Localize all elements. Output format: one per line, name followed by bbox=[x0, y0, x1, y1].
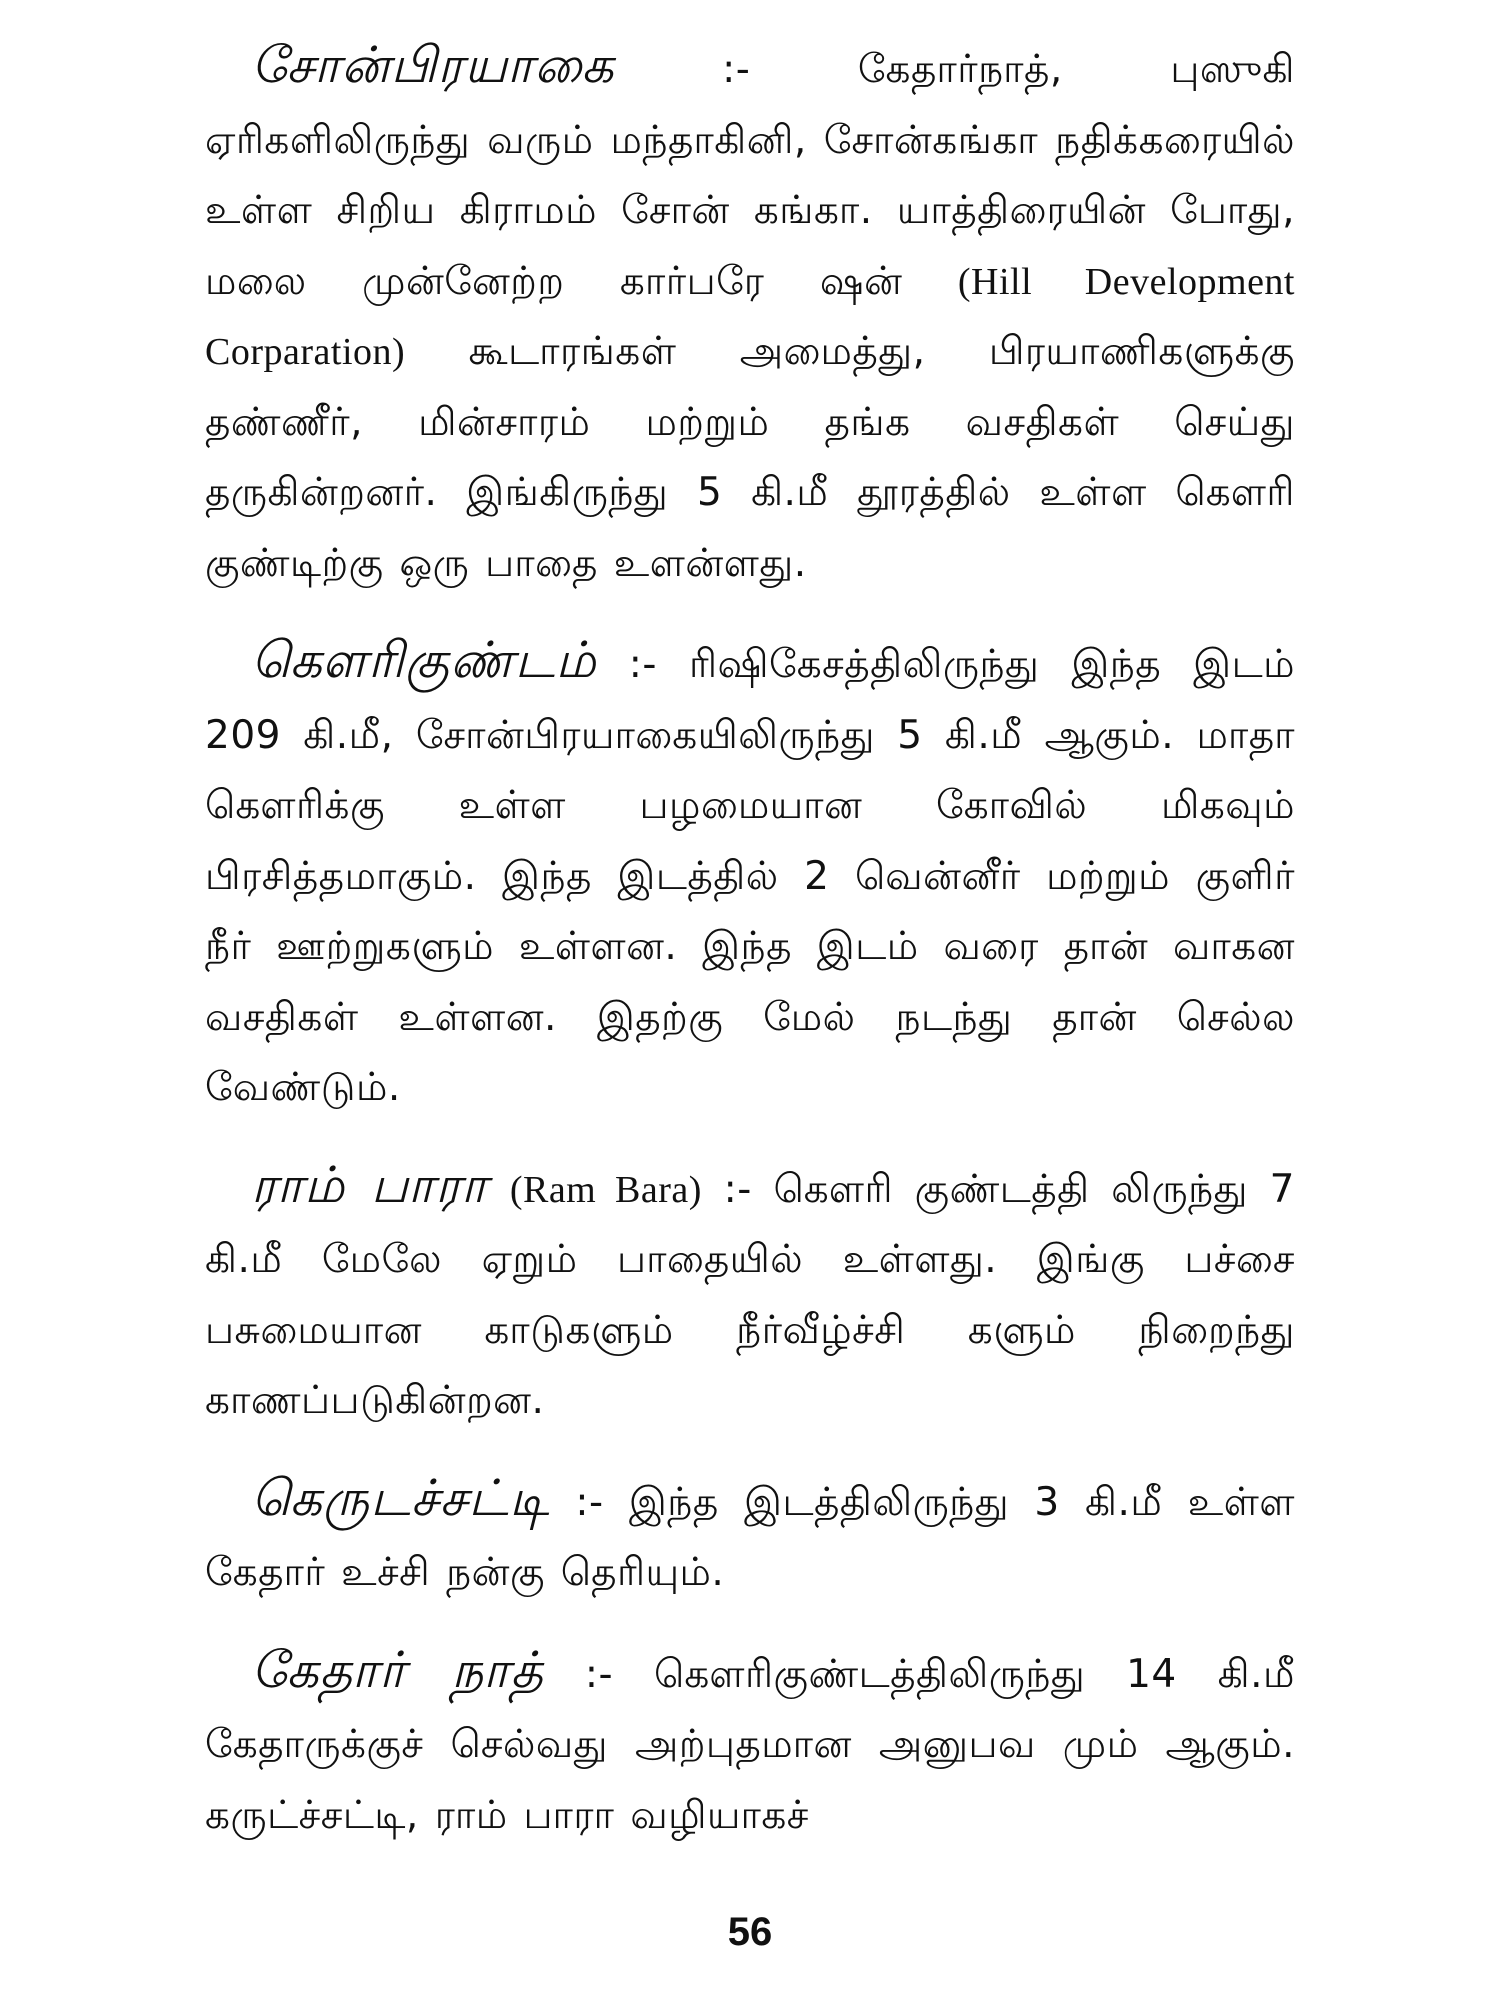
heading-separator: :- bbox=[575, 1479, 604, 1525]
paragraph-gaurikund bbox=[205, 625, 1295, 1124]
book-page bbox=[205, 30, 1295, 1970]
paragraph-text: கேதார்நாத், புஸுகி ஏரிகளிலிருந்து வரும் மந்தாகினி, சோன்கங்கா நதிக்கரையில் உள்ள சிறிய கிராமம் சோன் கங்கா. யாத்திரையின் போது, மலை முன்னேற்ற கார்பரே ஷன் bbox=[205, 47, 1295, 304]
heading-separator: :- bbox=[722, 47, 751, 92]
paragraph-garudchatti bbox=[205, 1463, 1295, 1609]
paragraph-sonprayag bbox=[205, 30, 1295, 599]
paragraph-text: கூடாரங்கள் அமைத்து, பிரயாணிகளுக்கு தண்ணீர், மின்சாரம் மற்றும் தங்க வசதிகள் செய்து தருகின்றனர். இங்கிருந்து 5 கி.மீ தூரத்தில் உள்ள கௌரி குண்டிற்கு ஒரு பாதை உளன்ளது. bbox=[205, 329, 1295, 586]
section-heading: சோன்பிரயாகை bbox=[251, 36, 615, 94]
paragraph-text: ரிஷிகேசத்திலிருந்து இந்த இடம் 209 கி.மீ, சோன்பிரயாகையிலிருந்து 5 கி.மீ ஆகும். மாதா கௌரிக்கு உள்ள பழமையான கோவில் மிகவும் பிரசித்தமாகும். இந்த இடத்தில் 2 வென்னீர் மற்றும் குளிர் நீர் ஊற்றுகளும் உள்ளன. இந்த இடம் வரை தான் வாகன வசதிகள் உள்ளன. இதற்கு மேல் நடந்து தான் செல்ல வேண்டும். bbox=[205, 642, 1296, 1110]
paragraph-rambara bbox=[205, 1150, 1295, 1437]
heading-separator: :- bbox=[584, 1651, 614, 1697]
paragraph-text: இந்த இடத்திலிருந்து 3 கி.மீ உள்ள கேதார் உச்சி நன்கு தெரியும். bbox=[205, 1479, 1295, 1595]
section-heading: ராம் பாரா bbox=[251, 1155, 489, 1214]
english-note: (Hill Development Corparation) bbox=[205, 260, 1295, 373]
page-number: 56 bbox=[727, 1910, 773, 1954]
heading-separator: :- bbox=[723, 1166, 752, 1212]
paragraph-kedarnath bbox=[205, 1635, 1295, 1852]
heading-separator: :- bbox=[628, 642, 657, 687]
english-note: (Ram Bara) bbox=[509, 1168, 702, 1211]
paragraph-text: கௌரி குண்டத்தி லிருந்து 7 கி.மீ மேலே ஏறும் பாதையில் உள்ளது. இங்கு பச்சை பசுமையான காடுகளும் நீர்வீழ்ச்சி களும் நிறைந்து காணப்படுகின்றன. bbox=[205, 1166, 1295, 1423]
paragraph-text: கௌரிகுண்டத்திலிருந்து 14 கி.மீ கேதாருக்குச் செல்வது அற்புதமான அனுபவ மும் ஆகும். கருட்ச்சட்டி, ராம் பாரா வழியாகச் bbox=[205, 1651, 1295, 1838]
section-heading: கெருடச்சட்டி bbox=[251, 1468, 550, 1527]
section-heading: கேதார் நாத் bbox=[251, 1640, 544, 1699]
section-heading: கௌரிகுண்டம் bbox=[251, 631, 597, 689]
